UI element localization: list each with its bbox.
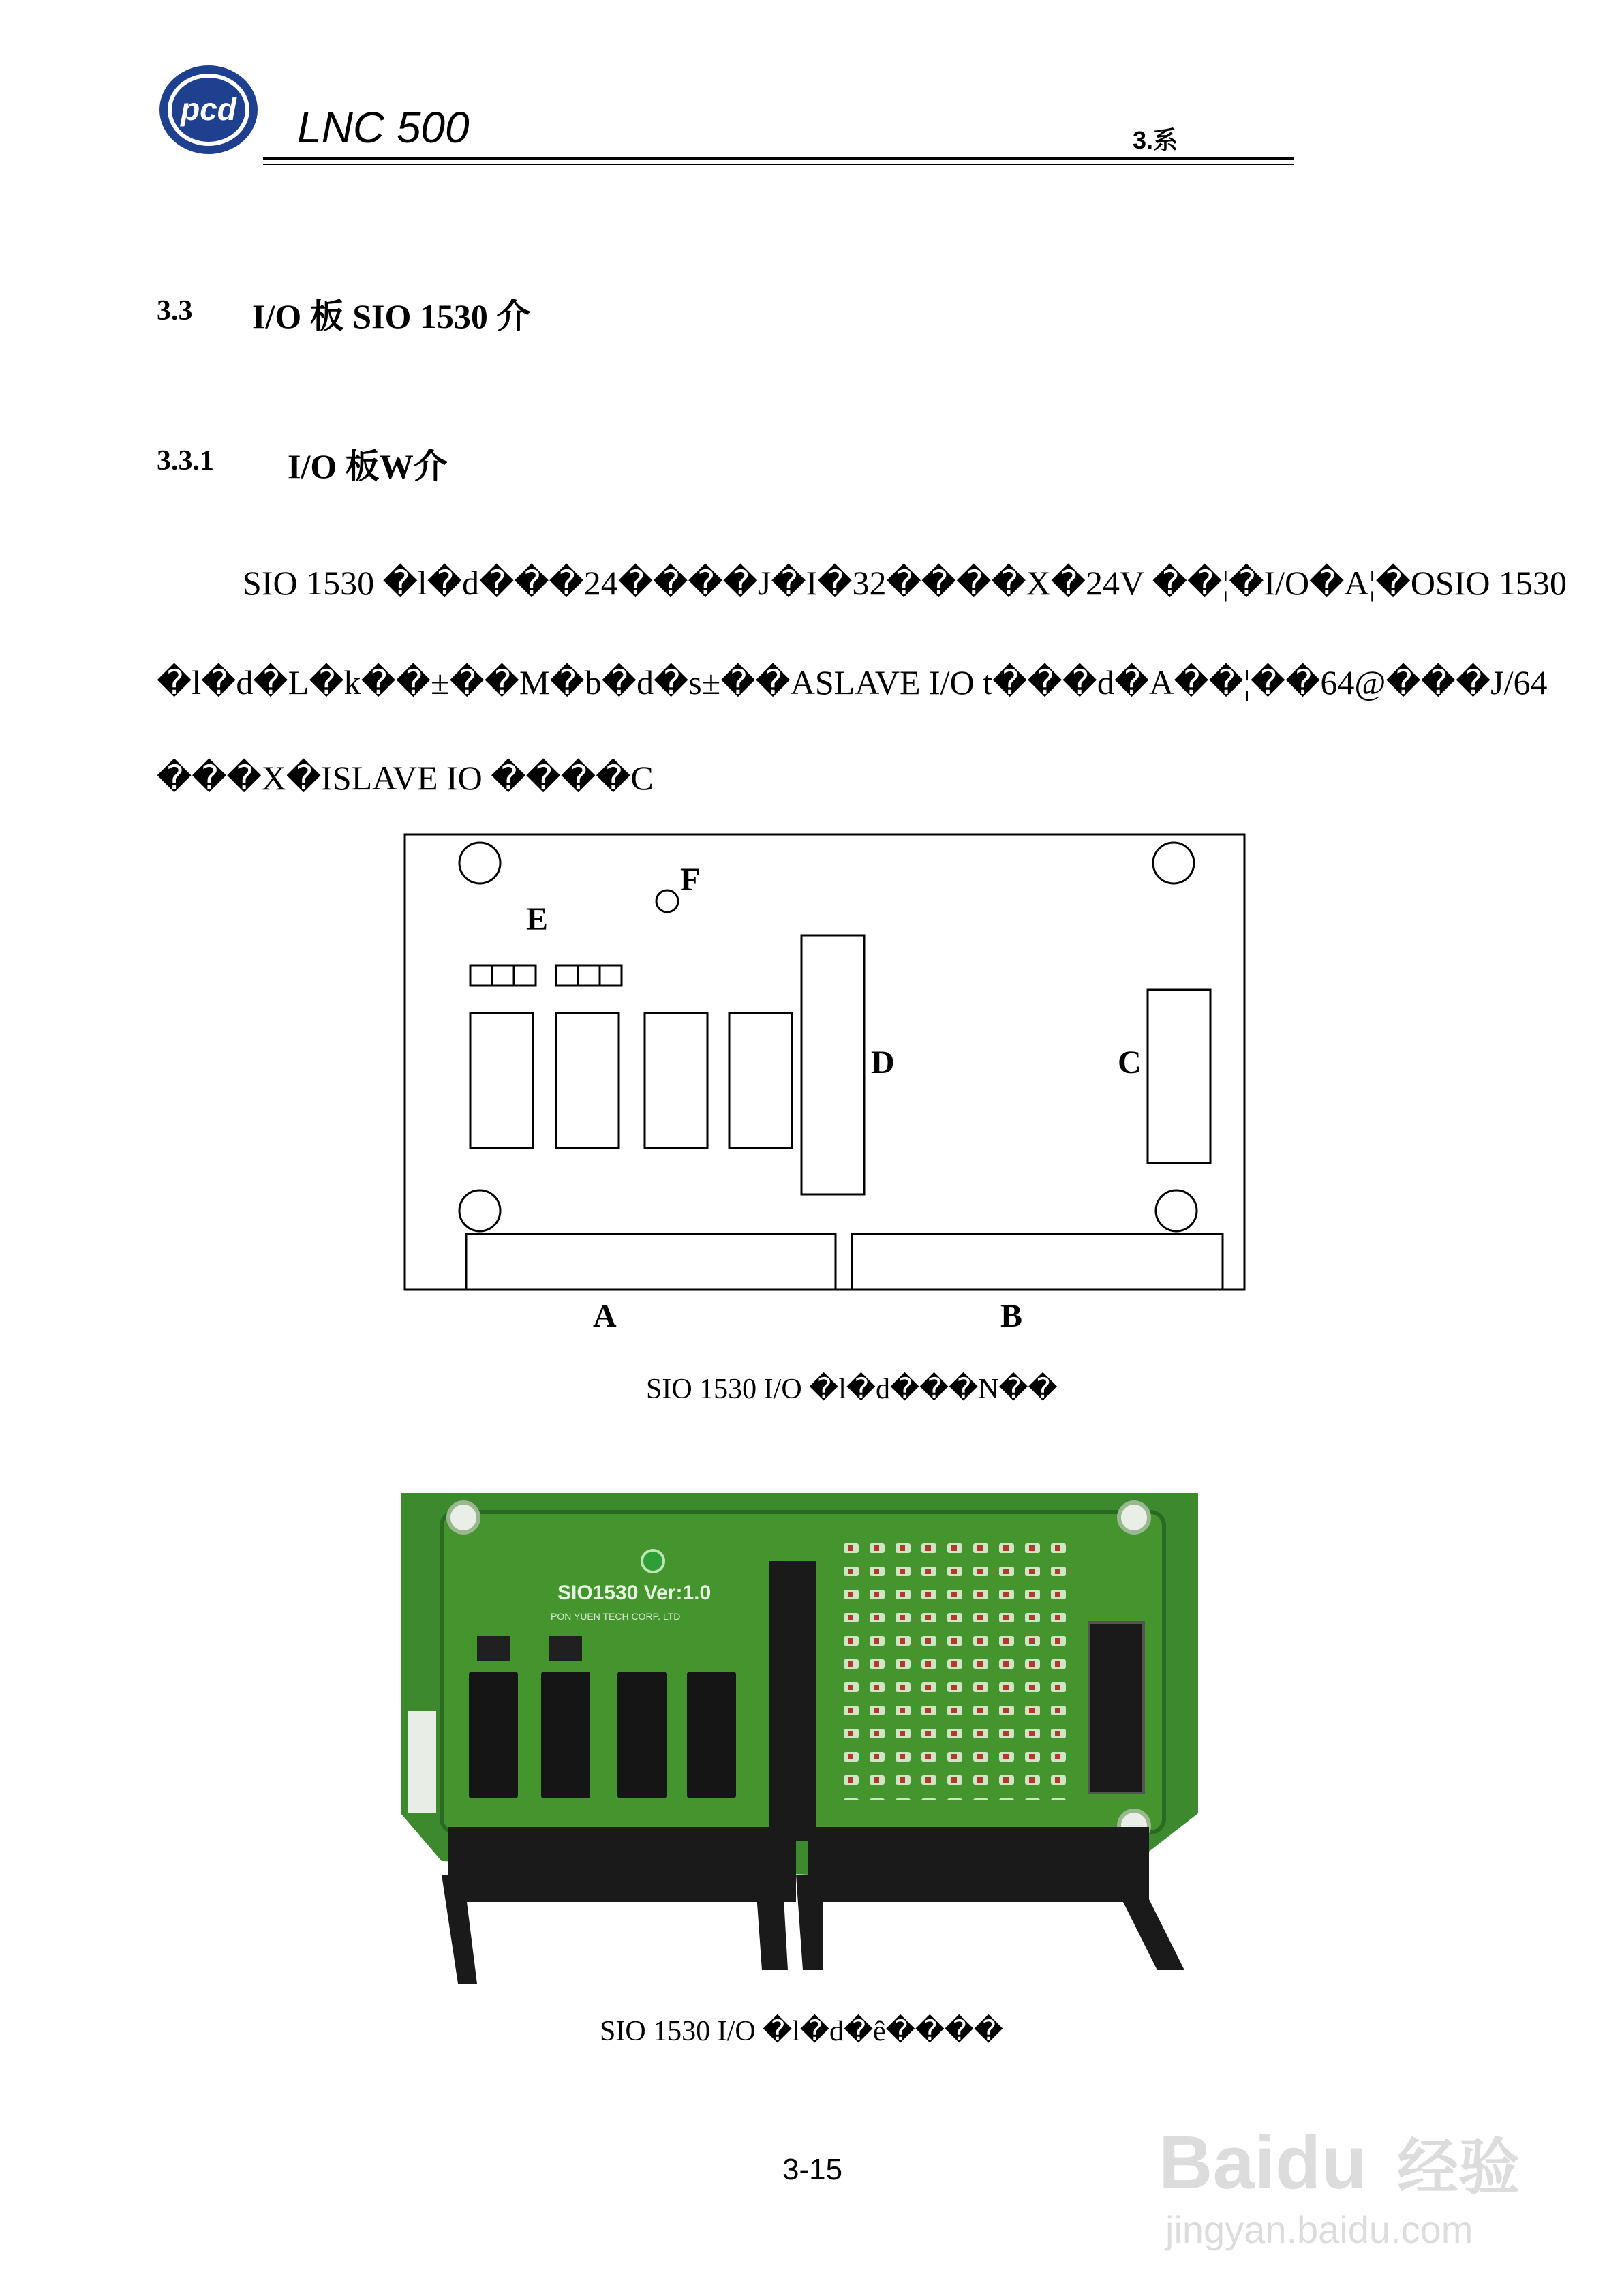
board-sublabel: PON YUEN TECH CORP. LTD (551, 1611, 681, 1622)
screw-hole (1119, 1502, 1149, 1532)
connector-d (801, 935, 864, 1194)
photo-connector-b (808, 1827, 1149, 1902)
label-a: A (593, 1298, 617, 1334)
ic-chips (470, 1013, 792, 1148)
subsection-number: 3.3.1 (157, 445, 214, 477)
mounting-hole (459, 1190, 500, 1231)
connector-b (852, 1234, 1223, 1290)
body-line-1: SIO 1530 �l�d���24����J�I�32����X�24V ��¦�I/O�A¦�OSIO 1530 (243, 564, 1567, 602)
header-title: LNC 500 (297, 103, 470, 152)
page-number: 3-15 (782, 2153, 843, 2186)
mounting-hole (1156, 1190, 1197, 1231)
board-photo (401, 1493, 1198, 1984)
label-e: E (526, 901, 549, 937)
header-rule (263, 157, 1294, 160)
label-f: F (680, 862, 701, 898)
header-rule-thin (263, 164, 1294, 165)
body-line-3: ���X�ISLAVE IO ����C (157, 759, 654, 797)
photo-caption: SIO 1530 I/O �l�d�ê���� (600, 2016, 1003, 2047)
watermark-suffix: 经验 (1397, 2132, 1520, 2203)
label-c: C (1118, 1044, 1142, 1081)
baidu-watermark (1159, 2100, 1567, 2263)
label-b: B (1000, 1298, 1023, 1334)
section-number: 3.3 (157, 295, 193, 327)
pcd-logo (157, 63, 260, 157)
connector-c (1148, 990, 1210, 1163)
board-layout-diagram (403, 833, 1246, 1334)
watermark-url: jingyan.baidu.com (1165, 2208, 1473, 2251)
screw-hole (448, 1502, 478, 1532)
diagram-caption: SIO 1530 I/O �l�d���N�� (646, 1374, 1058, 1405)
subsection-title: I/O 板W介 (288, 447, 448, 485)
label-d: D (871, 1044, 895, 1081)
header-section: 3.系 (1133, 126, 1178, 154)
photo-led (642, 1550, 664, 1572)
photo-connector-a (448, 1827, 796, 1902)
logo-text: pcd (181, 91, 236, 127)
watermark-brand: Baidu (1159, 2121, 1367, 2205)
sticker (408, 1711, 436, 1813)
dip-switch-e (470, 965, 622, 986)
board-label: SIO1530 Ver:1.0 (557, 1582, 711, 1604)
mounting-hole (459, 843, 500, 883)
section-title: I/O 板 SIO 1530 介 (252, 297, 531, 335)
photo-connector-d (769, 1561, 816, 1841)
mounting-hole (1153, 843, 1194, 883)
photo-connector-c (1089, 1622, 1144, 1793)
photo-led-matrix (837, 1534, 1069, 1800)
body-line-2: �l�d�L�k��±��M�b�d�s±��ASLAVE I/O t���d�A��¦��64@���J/64 (157, 663, 1548, 701)
led-f (656, 890, 678, 912)
connector-a (466, 1234, 836, 1290)
